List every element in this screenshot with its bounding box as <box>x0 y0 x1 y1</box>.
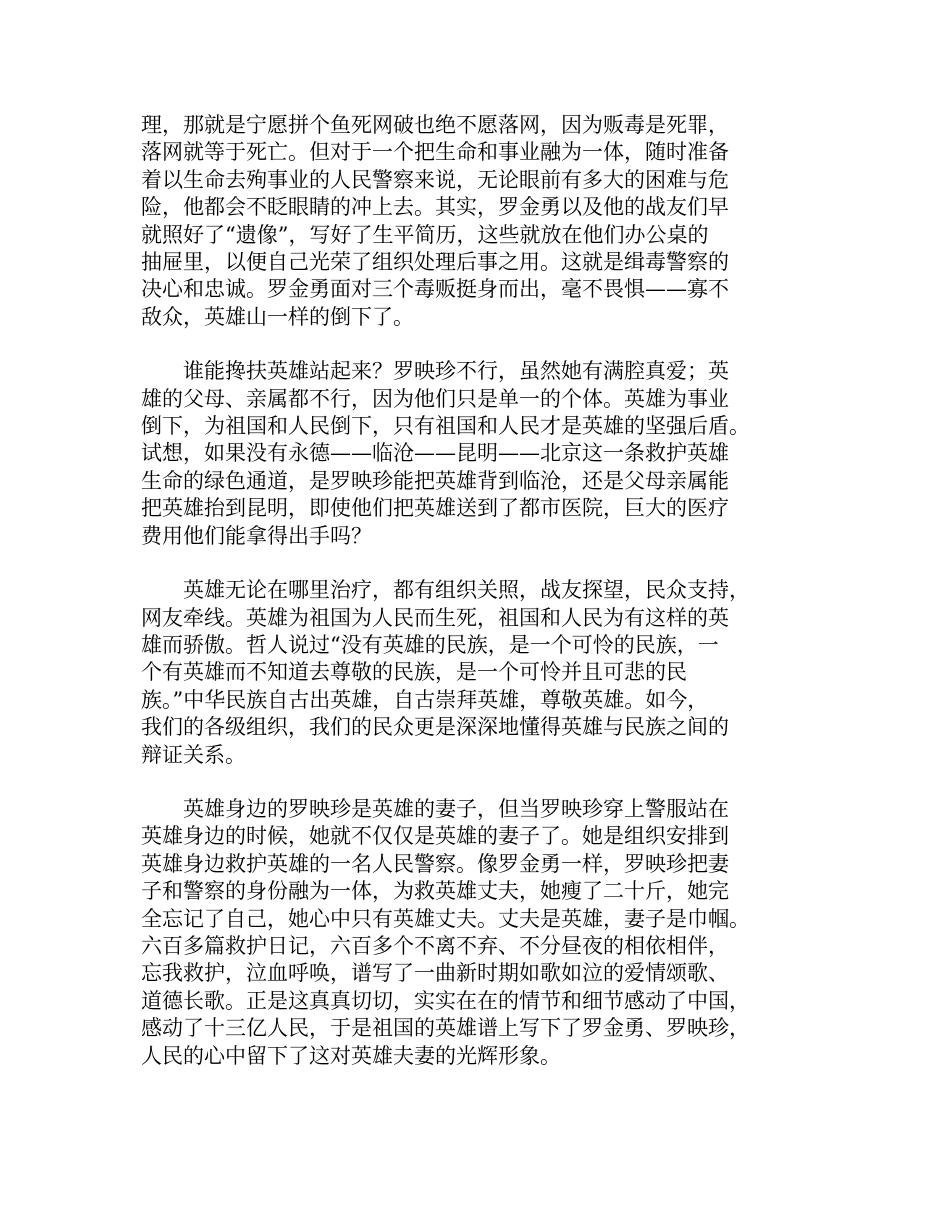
text-line: 试想，如果没有永德——临沧——昆明——北京这一条救护英雄 <box>141 441 729 466</box>
paragraph-3 <box>141 577 811 769</box>
text-line: 雄的父母、亲属都不行，因为他们只是单一的个体。英雄为事业 <box>141 386 729 411</box>
paragraph-4 <box>141 796 811 1070</box>
text-line: 生命的绿色通道，是罗映珍能把英雄背到临沧，还是父母亲属能 <box>141 468 729 493</box>
text-line: 族。”中华民族自古出英雄，自古崇拜英雄，尊敬英雄。如今， <box>141 687 709 712</box>
text-line: 全忘记了自己，她心中只有英雄丈夫。丈夫是英雄，妻子是巾帼。 <box>141 906 750 931</box>
text-line: 落网就等于死亡。但对于一个把生命和事业融为一体，随时准备 <box>141 140 729 165</box>
article-body <box>141 112 811 1097</box>
text-line: 个有英雄而不知道去尊敬的民族，是一个可怜并且可悲的民 <box>141 660 687 685</box>
text-line: 六百多篇救护日记，六百多个不离不弃、不分昼夜的相依相伴， <box>141 933 729 958</box>
text-line: 子和警察的身份融为一体，为救英雄丈夫，她瘦了二十斤，她完 <box>141 879 729 904</box>
text-line: 倒下，为祖国和人民倒下，只有祖国和人民才是英雄的坚强后盾。 <box>141 414 750 439</box>
text-line: 雄而骄傲。哲人说过“没有英雄的民族，是一个可怜的民族，一 <box>141 632 719 657</box>
text-line: 着以生命去殉事业的人民警察来说，无论眼前有多大的困难与危 <box>141 167 729 192</box>
text-line: 把英雄抬到昆明，即使他们把英雄送到了都市医院，巨大的医疗 <box>141 496 729 521</box>
paragraph-1 <box>141 112 811 331</box>
text-line: 忘我救护，泣血呼唤，谱写了一曲新时期如歌如泣的爱情颂歌、 <box>141 961 729 986</box>
text-line: 决心和忠诚。罗金勇面对三个毒贩挺身而出，毫不畏惧——寡不 <box>141 277 729 302</box>
text-line: 英雄身边救护英雄的一名人民警察。像罗金勇一样，罗映珍把妻 <box>141 851 729 876</box>
text-line: 抽屉里，以便自己光荣了组织处理后事之用。这就是缉毒警察的 <box>141 250 729 275</box>
text-line: 感动了十三亿人民，于是祖国的英雄谱上写下了罗金勇、罗映珍， <box>141 1016 750 1041</box>
paragraph-2 <box>141 358 811 550</box>
text-line: 英雄无论在哪里治疗，都有组织关照，战友探望，民众支持， <box>141 578 750 603</box>
text-line: 人民的心中留下了这对英雄夫妻的光辉形象。 <box>141 1043 561 1068</box>
text-line: 谁能搀扶英雄站起来？罗映珍不行，虽然她有满腔真爱；英 <box>141 359 729 384</box>
text-line: 英雄身边的罗映珍是英雄的妻子，但当罗映珍穿上警服站在 <box>141 796 729 821</box>
text-line: 我们的各级组织，我们的民众更是深深地懂得英雄与民族之间的 <box>141 715 729 740</box>
text-line: 辩证关系。 <box>141 742 246 767</box>
text-line: 网友牵线。英雄为祖国为人民而生死，祖国和人民为有这样的英 <box>141 605 729 630</box>
text-line: 就照好了“遗像”，写好了生平简历，这些就放在他们办公桌的 <box>141 222 709 247</box>
text-line: 道德长歌。正是这真真切切，实实在在的情节和细节感动了中国， <box>141 988 750 1013</box>
text-line: 敌众，英雄山一样的倒下了。 <box>141 304 414 329</box>
text-line: 理，那就是宁愿拼个鱼死网破也绝不愿落网，因为贩毒是死罪， <box>141 113 729 137</box>
text-line: 险，他都会不眨眼睛的冲上去。其实，罗金勇以及他的战友们早 <box>141 195 729 220</box>
text-line: 英雄身边的时候，她就不仅仅是英雄的妻子了。她是组织安排到 <box>141 824 729 849</box>
text-line: 费用他们能拿得出手吗？ <box>141 523 372 548</box>
